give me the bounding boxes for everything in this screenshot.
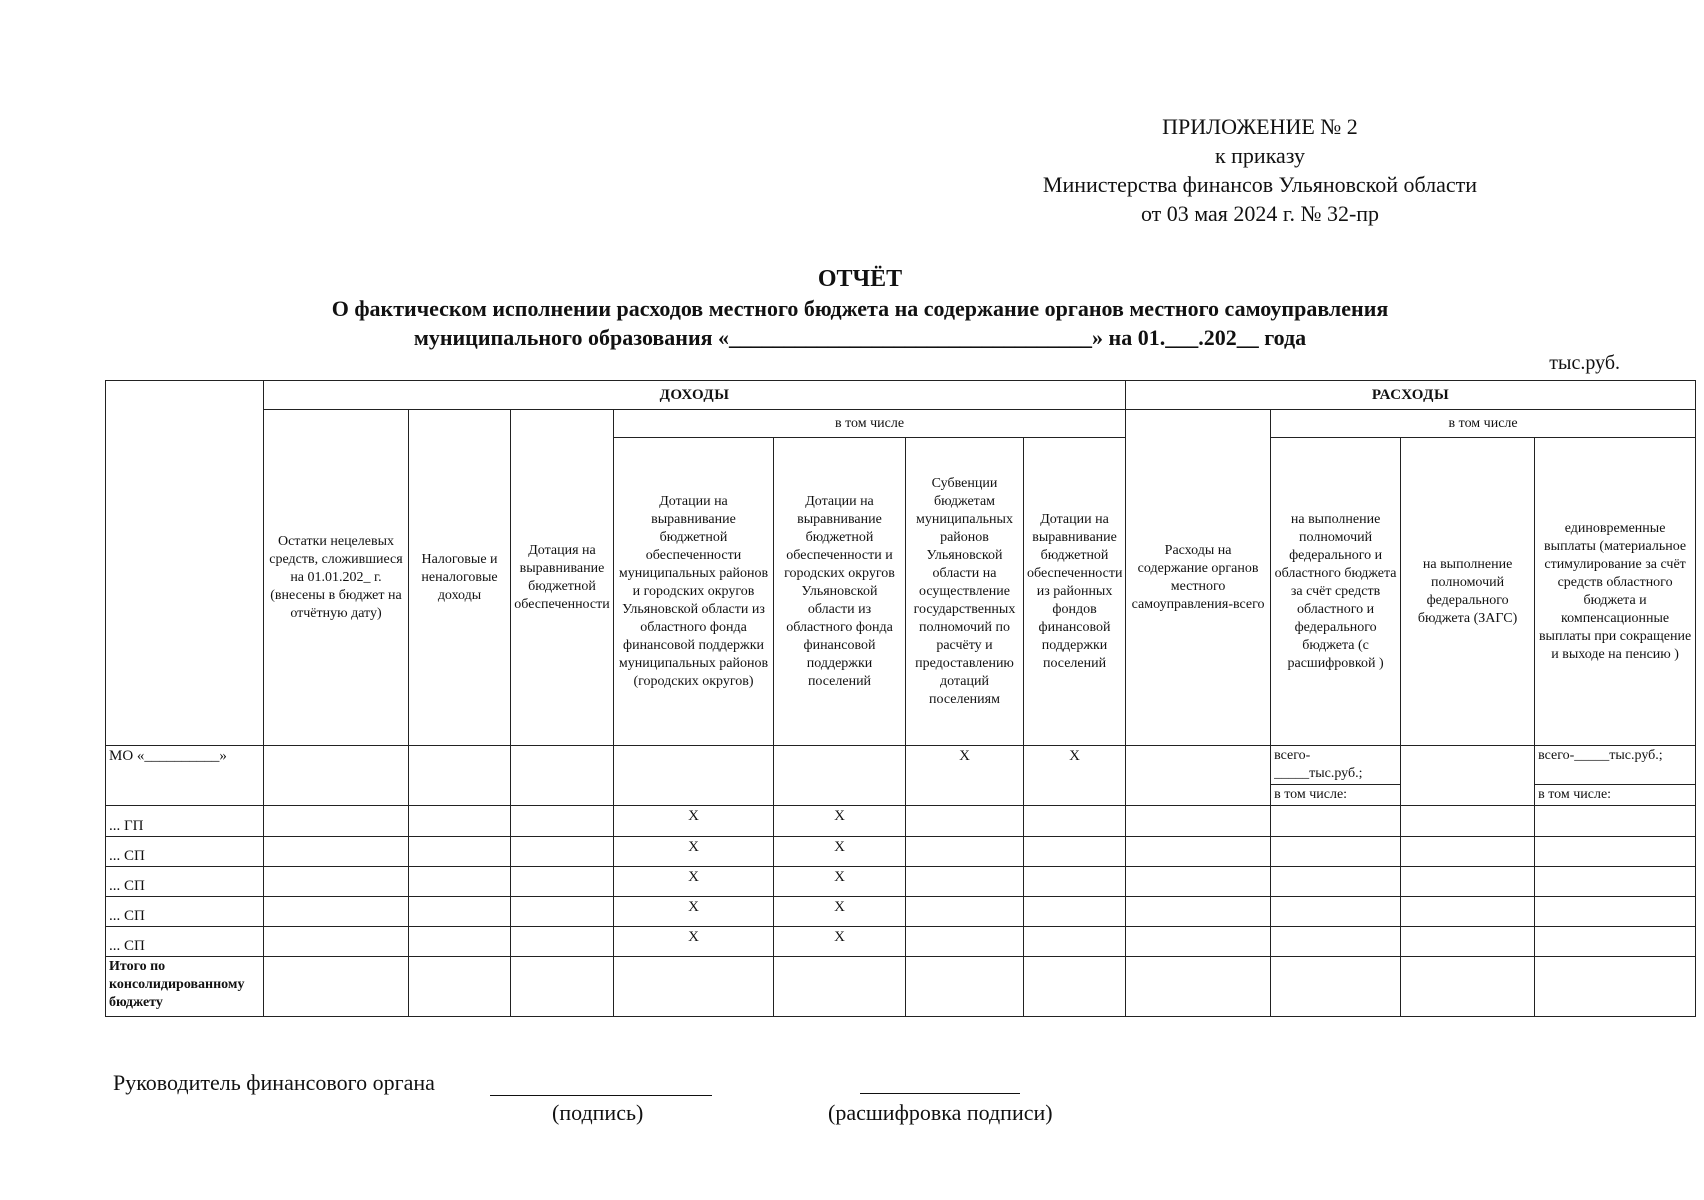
- signature-line: [490, 1095, 712, 1096]
- table-cell: [511, 745, 614, 805]
- income-sub3-header: Субвенции бюджетам муниципальных районов Ульяновской области на осуществление государственных полномочий по расчёту и предоставлению дотаций поселениям: [906, 438, 1024, 745]
- table-cell: [264, 745, 409, 805]
- cross-mark: X: [774, 866, 906, 896]
- row-label: ... СП: [106, 836, 264, 866]
- row-label: ... СП: [106, 927, 264, 957]
- table-cell: [409, 745, 511, 805]
- appendix-block: [990, 112, 1530, 228]
- income-subsidy-header: Дотация на выравнивание бюджетной обеспеченности: [511, 410, 614, 746]
- report-subtitle-line1: О фактическом исполнении расходов местного бюджета на содержание органов местного самоуправления: [331, 296, 1389, 321]
- income-sub4-header: Дотации на выравнивание бюджетной обеспеченности из районных фондов финансовой поддержки поселений: [1024, 438, 1126, 745]
- cross-mark: X: [614, 866, 774, 896]
- table-cell: [1126, 745, 1271, 805]
- row-label-header: [106, 381, 264, 746]
- expense-total-header: Расходы на содержание органов местного самоуправления-всего: [1126, 410, 1271, 746]
- signature-head-label: Руководитель финансового органа: [113, 1070, 435, 1095]
- income-sub1-header: Дотации на выравнивание бюджетной обеспеченности муниципальных районов и городских округов Ульяновской области из областного фонда финансовой поддержки муниципальных районов (городских округов): [614, 438, 774, 745]
- total-row-label: Итого по консолидированному бюджету: [106, 957, 264, 1017]
- expense-sub3-header: единовременные выплаты (материальное стимулирование за счёт средств областного бюджета и компенсационные выплаты при сокращение и выходе на пенсию ): [1535, 438, 1696, 745]
- expense-including-header: в том числе: [1271, 410, 1696, 438]
- expense-total-note: всего-_____тыс.руб.;: [1271, 745, 1401, 784]
- income-header: ДОХОДЫ: [264, 381, 1126, 410]
- appendix-ministry: Министерства финансов Ульяновской области: [1042, 172, 1478, 197]
- cross-mark: X: [774, 836, 906, 866]
- signature-decode-line: [860, 1093, 1020, 1094]
- appendix-to-order: к приказу: [1214, 143, 1306, 168]
- row-label: ... ГП: [106, 806, 264, 836]
- income-sub2-header: Дотации на выравнивание бюджетной обеспеченности и городских округов Ульяновской области из областного фонда финансовой поддержки поселений: [774, 438, 906, 745]
- cross-mark: X: [906, 745, 1024, 805]
- expense-sub1-header: на выполнение полномочий федерального и областного бюджета за счёт средств областного и федерального бюджета (с расшифровкой ): [1271, 438, 1401, 745]
- row-label: ... СП: [106, 866, 264, 896]
- cross-mark: X: [1024, 745, 1126, 805]
- table-cell: [774, 745, 906, 805]
- cross-mark: X: [614, 836, 774, 866]
- table-row: [106, 897, 1696, 927]
- table-cell: [1401, 745, 1535, 805]
- signature-caption: (подпись): [552, 1100, 644, 1125]
- income-tax-header: Налоговые и неналоговые доходы: [409, 410, 511, 746]
- income-balances-header: Остатки нецелевых средств, сложившиеся на 01.01.202_ г. (внесены в бюджет на отчётную дату): [264, 410, 409, 746]
- row-label: ... СП: [106, 897, 264, 927]
- report-subtitle-line2: муниципального образования «_________________________________» на 01.___.202__ года: [413, 325, 1307, 350]
- cross-mark: X: [774, 897, 906, 927]
- table-cell: [614, 745, 774, 805]
- income-including-header: в том числе: [614, 410, 1126, 438]
- cross-mark: X: [774, 806, 906, 836]
- including-note: в том числе:: [1535, 785, 1696, 806]
- cross-mark: X: [774, 927, 906, 957]
- including-note: в том числе:: [1271, 785, 1401, 806]
- cross-mark: X: [614, 927, 774, 957]
- appendix-date: от 03 мая 2024 г. № 32-пр: [1140, 201, 1380, 226]
- expense-sub2-header: на выполнение полномочий федерального бюджета (ЗАГС): [1401, 438, 1535, 745]
- cross-mark: X: [614, 897, 774, 927]
- appendix-number: ПРИЛОЖЕНИЕ № 2: [1162, 114, 1358, 139]
- report-heading: ОТЧЁТ: [817, 266, 903, 292]
- unit-label: тыс.руб.: [1549, 352, 1620, 374]
- expense-header: РАСХОДЫ: [1126, 381, 1696, 410]
- table-row: [106, 836, 1696, 866]
- signature-decode-caption: (расшифровка подписи): [828, 1100, 1053, 1125]
- cross-mark: X: [614, 806, 774, 836]
- table-row: [106, 927, 1696, 957]
- total-row: [106, 957, 1696, 1017]
- table-row: [106, 866, 1696, 896]
- expense-total-note: всего-_____тыс.руб.;: [1535, 745, 1696, 784]
- table-row: [106, 806, 1696, 836]
- report-table: [105, 380, 1696, 1017]
- mo-row-label: МО «__________»: [106, 745, 264, 805]
- report-title: [150, 265, 1570, 352]
